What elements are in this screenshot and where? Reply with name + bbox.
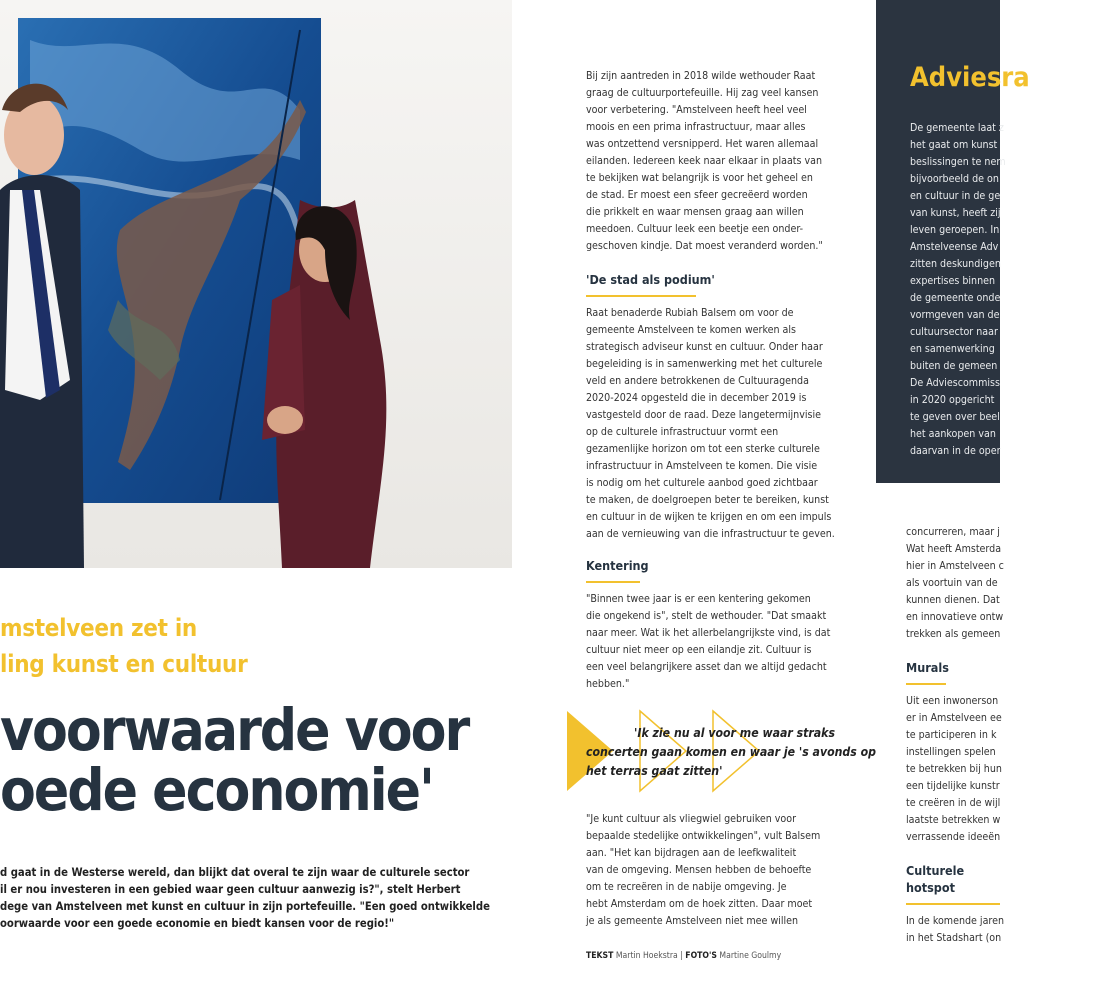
article-column-middle <box>586 68 841 693</box>
text-line: cultuur niet meer op een eilandje zit. Cultuur is <box>586 644 812 656</box>
text-line: om te recreëren in de nabije omgeving. Je <box>586 881 787 893</box>
text-line: die prikkelt en waar mensen graag aan willen <box>586 206 804 218</box>
headline-line: voorwaarde voor <box>0 696 469 764</box>
intro-line: il er nou investeren in een gebied waar geen cultuur aanwezig is?", stelt Herbert <box>0 883 461 896</box>
intro-line: d gaat in de Westerse wereld, dan blijkt dat overal te zijn waar de culturele sector <box>0 866 470 879</box>
text-line: was ontzettend versnipperd. Het waren allemaal <box>586 138 819 150</box>
text-line: als voortuin van de <box>906 577 998 589</box>
text-line: het gaat om kunst <box>910 139 998 151</box>
feature-photo <box>0 0 512 568</box>
text-line: In de komende jaren <box>906 915 1005 927</box>
text-line: en innovatieve ontw <box>906 611 1004 623</box>
text-line: leven geroepen. In <box>910 224 1000 236</box>
subheading-murals <box>906 659 1000 685</box>
kicker <box>0 610 500 682</box>
text-line: naar meer. Wat ik het allerbelangrijkste vind, is dat <box>586 627 831 639</box>
sidebar-box-adviesraad <box>876 0 1030 483</box>
text-line: te geven over beel <box>910 411 1000 423</box>
text-line: begeleiding is in samenwerking met het culturele <box>586 358 823 370</box>
text-line: buiten de gemeen <box>910 360 998 372</box>
text-line: strategisch adviseur kunst en cultuur. Onder haar <box>586 341 823 353</box>
text-line: de gemeente onde <box>910 292 1001 304</box>
text-line: het aankopen van <box>910 428 996 440</box>
credit-text-name: Martin Hoekstra <box>615 951 678 961</box>
text-line: 2020-2024 opgesteld die in december 2019 is <box>586 392 807 404</box>
credits <box>586 951 781 961</box>
text-line: meedoen. Cultuur leek een beetje een onder- <box>586 223 804 235</box>
kicker-line: ling kunst en cultuur <box>0 650 248 678</box>
subheading-text: Kentering <box>586 558 649 573</box>
sidebar-box-title: Adviesra <box>910 62 1030 93</box>
text-line: aan de vernieuwing van die infrastructuur te geven. <box>586 528 835 540</box>
text-line: beslissingen te nem <box>910 156 1006 168</box>
text-line: te betrekken bij hun <box>906 763 1002 775</box>
text-line: te maken, de doelgroepen beter te bereiken, kunst <box>586 494 829 506</box>
text-line: hebt Amsterdam om de hoek zitten. Daar moet <box>586 898 813 910</box>
text-line: een tijdelijke kunstr <box>906 780 1000 792</box>
subheading-underline <box>906 683 946 685</box>
quote-line: concerten gaan komen en waar je 's avonds op <box>586 745 877 759</box>
subheading-kentering <box>586 557 841 583</box>
paragraph-murals <box>906 693 1000 846</box>
text-line: vormgeven van de <box>910 309 1000 321</box>
text-line: Bij zijn aantreden in 2018 wilde wethouder Raat <box>586 70 816 82</box>
headline <box>0 696 510 824</box>
subheading-text: Culturele hotspot <box>906 863 965 895</box>
text-line: te creëren in de wijl <box>906 797 1001 809</box>
intro-paragraph <box>0 864 510 932</box>
text-line: geschoven kindje. Dat moest veranderd worden." <box>586 240 823 252</box>
text-line: bijvoorbeeld de on <box>910 173 999 185</box>
credit-photo-label: FOTO'S <box>685 951 717 961</box>
text-line: is nodig om het culturele aanbod goed zichtbaar <box>586 477 818 489</box>
text-line: De Adviescommiss <box>910 377 1000 389</box>
text-line: er in Amstelveen ee <box>906 712 1002 724</box>
paragraph-4 <box>586 811 841 930</box>
text-line: "Binnen twee jaar is er een kentering gekomen <box>586 593 811 605</box>
text-line: De gemeente laat z <box>910 122 1004 134</box>
text-line: infrastructuur in Amstelveen te komen. Die visie <box>586 460 818 472</box>
text-line: bepaalde stedelijke ontwikkelingen", vult Balsem <box>586 830 821 842</box>
text-line: cultuursector naar <box>910 326 998 338</box>
text-line: expertises binnen <box>910 275 996 287</box>
subheading-underline <box>586 581 640 583</box>
text-line: en samenwerking <box>910 343 995 355</box>
article-column-middle-lower <box>586 811 841 930</box>
subheading-text: 'De stad als podium' <box>586 272 715 287</box>
text-line: zitten deskundigen <box>910 258 1001 270</box>
paragraph-2 <box>586 305 841 543</box>
headline-line: oede economie' <box>0 756 433 824</box>
text-line: Uit een inwonerson <box>906 695 999 707</box>
text-line: trekken als gemeen <box>906 628 1001 640</box>
text-line: hier in Amstelveen c <box>906 560 1004 572</box>
paragraph-3 <box>586 591 841 693</box>
text-line: moois en een prima infrastructuur, maar alles <box>586 121 806 133</box>
subheading-underline <box>906 903 1000 905</box>
text-line: die ongekend is", stelt de wethouder. "Dat smaakt <box>586 610 827 622</box>
paragraph-1 <box>586 68 841 255</box>
text-line: je als gemeente Amstelveen niet mee willen <box>586 915 799 927</box>
text-line: hebben." <box>586 678 630 690</box>
subheading-underline <box>586 295 696 297</box>
quote-line: het terras gaat zitten' <box>586 764 723 778</box>
subheading-text: Murals <box>906 660 949 675</box>
text-line: kunnen dienen. Dat <box>906 594 1000 606</box>
article-column-right <box>906 524 1005 944</box>
text-line: en cultuur in de wijken te krijgen en om een impuls <box>586 511 832 523</box>
text-line: instellingen spelen <box>906 746 996 758</box>
paragraph-hotspots <box>906 913 1005 947</box>
text-line: gemeente Amstelveen te komen werken als <box>586 324 796 336</box>
credit-photo-name: Martine Goulmy <box>719 951 782 961</box>
text-line: voor verbetering. "Amstelveen heeft heel veel <box>586 104 807 116</box>
pull-quote <box>586 724 877 781</box>
text-line: gezamenlijke horizon om tot een sterke culturele <box>586 443 820 455</box>
text-line: vastgesteld door de raad. Deze langetermijnvisie <box>586 409 821 421</box>
credit-separator: | <box>680 951 683 961</box>
text-line: aan. "Het kan bijdragen aan de leefkwaliteit <box>586 847 797 859</box>
credit-text-label: TEKST <box>586 951 614 961</box>
intro-line: oorwaarde voor een goede economie en biedt kansen voor de regio!" <box>0 917 395 930</box>
text-line: de stad. Er moest een sfeer gecreëerd worden <box>586 189 808 201</box>
text-line: een veel belangrijkere asset dan we altijd gedacht <box>586 661 827 673</box>
text-line: op de culturele infrastructuur vormt een <box>586 426 779 438</box>
text-line: en cultuur in de ge <box>910 190 1001 202</box>
kicker-line: mstelveen zet in <box>0 614 197 642</box>
intro-line: dege van Amstelveen met kunst en cultuur in zijn portefeuille. "Een goed ontwikkelde <box>0 900 490 913</box>
text-line: verrassende ideeën <box>906 831 1001 843</box>
text-line: eilanden. Iedereen keek naar elkaar in plaats van <box>586 155 823 167</box>
text-line: te bekijken wat belangrijk is voor het geheel en <box>586 172 813 184</box>
text-line: "Je kunt cultuur als vliegwiel gebruiken voor <box>586 813 796 825</box>
text-line: in 2020 opgericht <box>910 394 995 406</box>
text-line: daarvan in de oper <box>910 445 1001 457</box>
quote-line: 'Ik zie nu al voor me waar straks <box>634 726 835 740</box>
subheading-culturele-hotspot <box>906 862 1000 905</box>
text-line: in het Stadshart (on <box>906 932 1002 944</box>
text-line: concurreren, maar j <box>906 526 1000 538</box>
text-line: laatste betrekken w <box>906 814 1001 826</box>
text-line: van kunst, heeft zij <box>910 207 1001 219</box>
photo-illustration <box>0 0 512 568</box>
text-line: Raat benaderde Rubiah Balsem om voor de <box>586 307 794 319</box>
text-line: Wat heeft Amsterda <box>906 543 1002 555</box>
text-line: van de omgeving. Mensen hebben de behoefte <box>586 864 812 876</box>
text-line: Amstelveense Adv <box>910 241 999 253</box>
text-line: graag de cultuurportefeuille. Hij zag veel kansen <box>586 87 819 99</box>
text-line: veld en andere betrokkenen de Cultuuragenda <box>586 375 809 387</box>
text-line: te participeren in k <box>906 729 997 741</box>
subheading-stad-als-podium <box>586 271 841 297</box>
sidebar-box-text <box>910 120 1110 460</box>
